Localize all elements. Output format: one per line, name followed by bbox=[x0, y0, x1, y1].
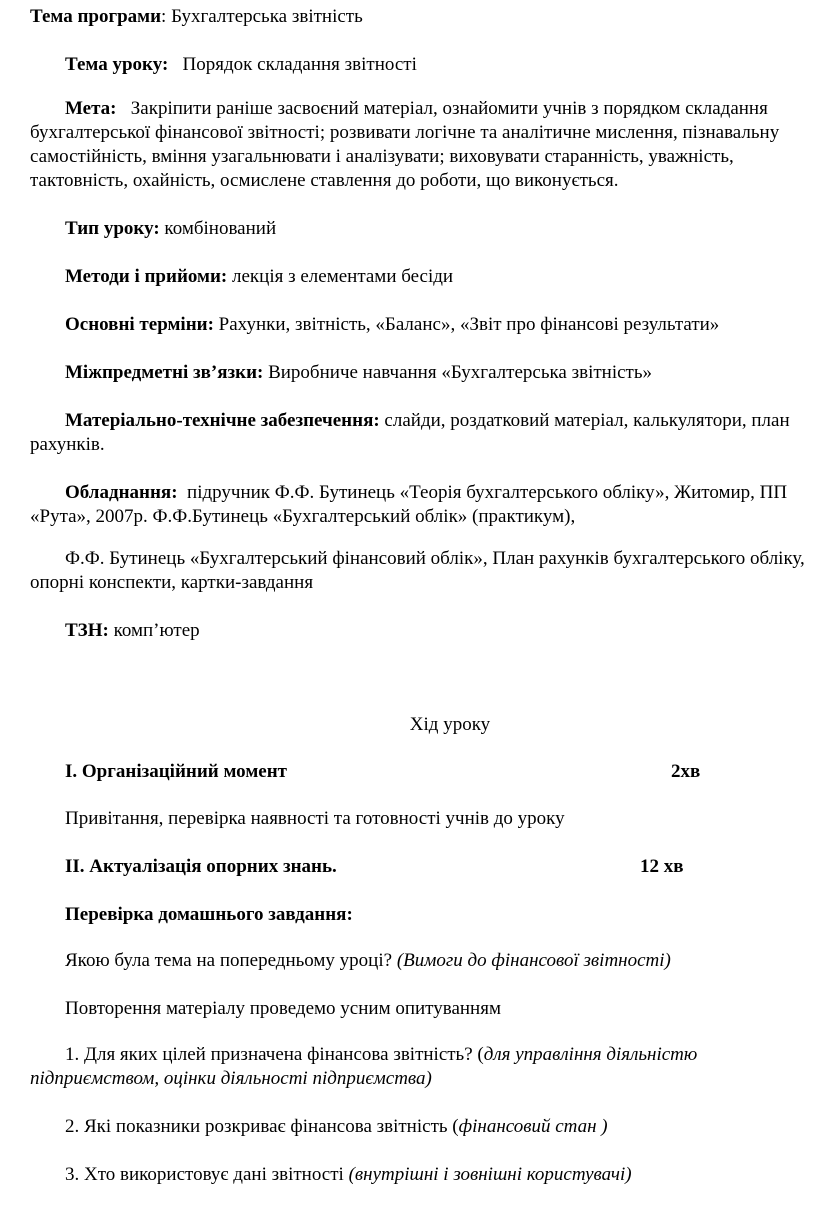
question-1-text: 1. Для яких цілей призначена фінансова звітність? ( bbox=[65, 1044, 484, 1065]
program-value: Бухгалтерська звітність bbox=[171, 6, 363, 27]
question-2 bbox=[65, 1115, 815, 1139]
course-title: Хід уроку bbox=[409, 714, 491, 735]
methods-line bbox=[65, 265, 815, 289]
question-previous-text: Якою була тема на попередньому уроці? bbox=[65, 950, 393, 971]
question-1-answer: для управління діяльністю підприємством, оцінки діяльності підприємства) bbox=[30, 1044, 698, 1089]
goal-label: Мета: bbox=[65, 98, 117, 119]
methods-value: лекція з елементами бесіди bbox=[232, 266, 454, 287]
question-3-text: 3. Хто використовує дані звітності bbox=[65, 1164, 344, 1185]
terms-label: Основні терміни: bbox=[65, 314, 214, 335]
question-previous-answer: (Вимоги до фінансової звітності) bbox=[396, 950, 671, 971]
terms-value: Рахунки, звітність, «Баланс», «Звіт про фінансові результати» bbox=[218, 314, 720, 335]
tzn-value: комп’ютер bbox=[113, 620, 200, 641]
goal-paragraph bbox=[30, 97, 816, 193]
question-3-answer: (внутрішні і зовнішні користувачі) bbox=[348, 1164, 632, 1185]
methods-label: Методи і прийоми: bbox=[65, 266, 228, 287]
question-2-answer: фінансовий стан ) bbox=[458, 1116, 608, 1137]
lesson-label: Тема уроку: bbox=[65, 54, 169, 75]
links-line bbox=[65, 361, 815, 385]
links-value: Виробниче навчання «Бухгалтерська звітність» bbox=[268, 362, 653, 383]
material-paragraph bbox=[30, 409, 805, 457]
question-previous bbox=[65, 949, 815, 973]
section1-text: Привітання, перевірка наявності та готовності учнів до уроку bbox=[65, 808, 565, 829]
tzn-line bbox=[65, 619, 815, 643]
type-line bbox=[65, 217, 815, 241]
lesson-value: Порядок складання звітності bbox=[182, 54, 417, 75]
type-label: Тип уроку: bbox=[65, 218, 160, 239]
material-label: Матеріально-технічне забезпечення: bbox=[65, 410, 380, 431]
section2-time: 12 хв bbox=[640, 856, 684, 877]
section1-title: І. Організаційний момент bbox=[65, 761, 287, 782]
links-label: Міжпредметні зв’язки: bbox=[65, 362, 264, 383]
question-1 bbox=[30, 1043, 790, 1091]
question-2-text: 2. Які показники розкриває фінансова звітність ( bbox=[65, 1116, 459, 1137]
equipment-value: підручник Ф.Ф. Бутинець «Теорія бухгалтерського обліку», Житомир, ПП «Рута», 2007р. Ф.Ф.Бутинець «Бухгалтерський облік» (практикум), bbox=[30, 482, 788, 527]
equipment-continuation: Ф.Ф. Бутинець «Бухгалтерський фінансовий облік», План рахунків бухгалтерського обліку, опорні конспекти, картки-завдання bbox=[30, 548, 805, 593]
homework-title: Перевірка домашнього завдання: bbox=[65, 904, 353, 925]
repeat-text: Повторення матеріалу проведемо усним опитуванням bbox=[65, 998, 501, 1019]
terms-line bbox=[65, 313, 815, 337]
program-line: Тема програми: Бухгалтерська звітність bbox=[30, 6, 363, 27]
material-value: слайди, роздатковий матеріал, калькулятори, план рахунків. bbox=[30, 410, 790, 455]
equipment-paragraph bbox=[30, 481, 810, 529]
goal-text: Закріпити раніше засвоєний матеріал, ознайомити учнів з порядком складання бухгалтерської фінансової звітності; розвивати логічне та аналітичне мислення, пізнавальну самостійність, вміння узагальнювати і аналізувати; виховувати старанність, уважність, тактовність, охайність, осмислене ставлення до роботи, що виконується. bbox=[30, 98, 780, 191]
program-label: Тема програми bbox=[30, 6, 162, 27]
question-3 bbox=[65, 1163, 815, 1187]
section1-time: 2хв bbox=[671, 761, 701, 782]
type-value: комбінований bbox=[164, 218, 277, 239]
tzn-label: ТЗН: bbox=[65, 620, 109, 641]
equipment-label: Обладнання: bbox=[65, 482, 178, 503]
lesson-line bbox=[65, 53, 815, 77]
section2-title: ІІ. Актуалізація опорних знань. bbox=[65, 856, 337, 877]
